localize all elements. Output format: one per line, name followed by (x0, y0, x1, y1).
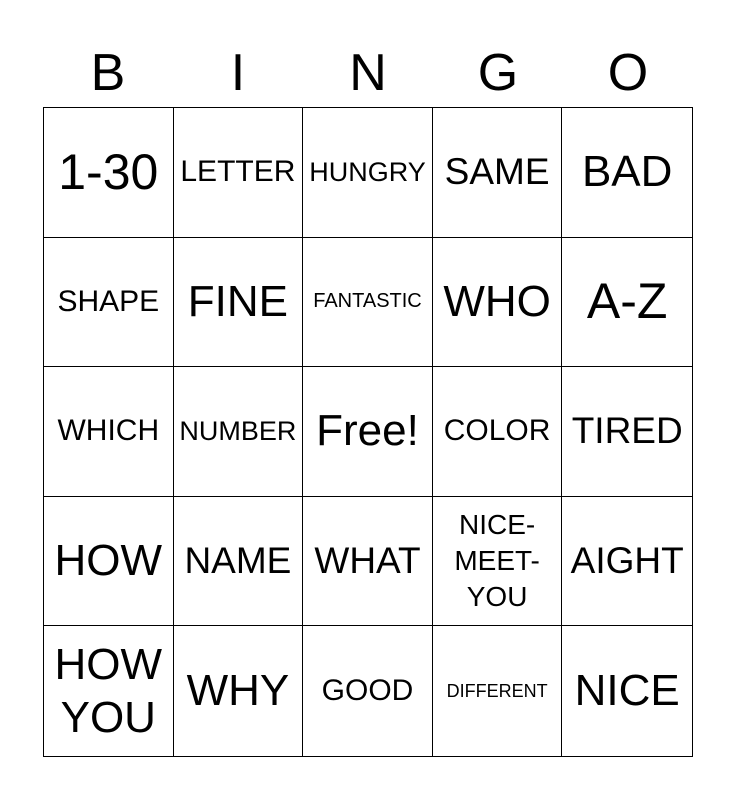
header-letter-i: I (230, 44, 246, 102)
bingo-cell-r2-c5[interactable]: A-Z (562, 238, 692, 368)
bingo-cell-r1-c5[interactable]: BAD (562, 108, 692, 238)
bingo-header (43, 40, 693, 106)
bingo-cell-r1-c3[interactable]: HUNGRY (303, 108, 433, 238)
bingo-cell-r5-c2[interactable]: WHY (174, 626, 304, 756)
bingo-cell-r3-c2[interactable]: NUMBER (174, 367, 304, 497)
bingo-cell-r4-c1[interactable]: HOW (44, 497, 174, 627)
bingo-cell-r2-c4[interactable]: WHO (433, 238, 563, 368)
bingo-cell-r4-c5[interactable]: AIGHT (562, 497, 692, 627)
bingo-cell-r1-c4[interactable]: SAME (433, 108, 563, 238)
header-letter-g: G (477, 44, 519, 102)
bingo-cell-r3-c5[interactable]: TIRED (562, 367, 692, 497)
bingo-cell-r1-c2[interactable]: LETTER (174, 108, 304, 238)
bingo-cell-r3-c4[interactable]: COLOR (433, 367, 563, 497)
bingo-cell-r5-c5[interactable]: NICE (574, 665, 680, 715)
bingo-cell-r3-c1[interactable]: WHICH (44, 367, 174, 497)
bingo-cell-r4-c3[interactable]: WHAT (303, 497, 433, 627)
bingo-cell-r2-c2[interactable]: FINE (174, 238, 304, 368)
bingo-board (43, 107, 693, 757)
bingo-cell-r4-c2[interactable]: NAME (174, 497, 304, 627)
header-letter-n: N (349, 44, 387, 102)
bingo-cell-r5-c3[interactable]: GOOD (303, 626, 433, 756)
bingo-cell-r2-c3[interactable]: FANTASTIC (303, 238, 433, 368)
bingo-cell-r3-c3-free-space[interactable]: Free! (303, 367, 433, 497)
header-letter-o: O (607, 44, 649, 102)
header-letter-b: B (90, 44, 126, 102)
bingo-cell-r5-c1[interactable]: HOW YOU (44, 626, 174, 756)
bingo-cell-r2-c1[interactable]: SHAPE (44, 238, 174, 368)
bingo-cell-r4-c4[interactable]: NICE- MEET- YOU (433, 497, 563, 627)
bingo-cell-r5-c4[interactable]: DIFFERENT (433, 626, 563, 756)
bingo-cell-r1-c1[interactable]: 1-30 (44, 108, 174, 238)
